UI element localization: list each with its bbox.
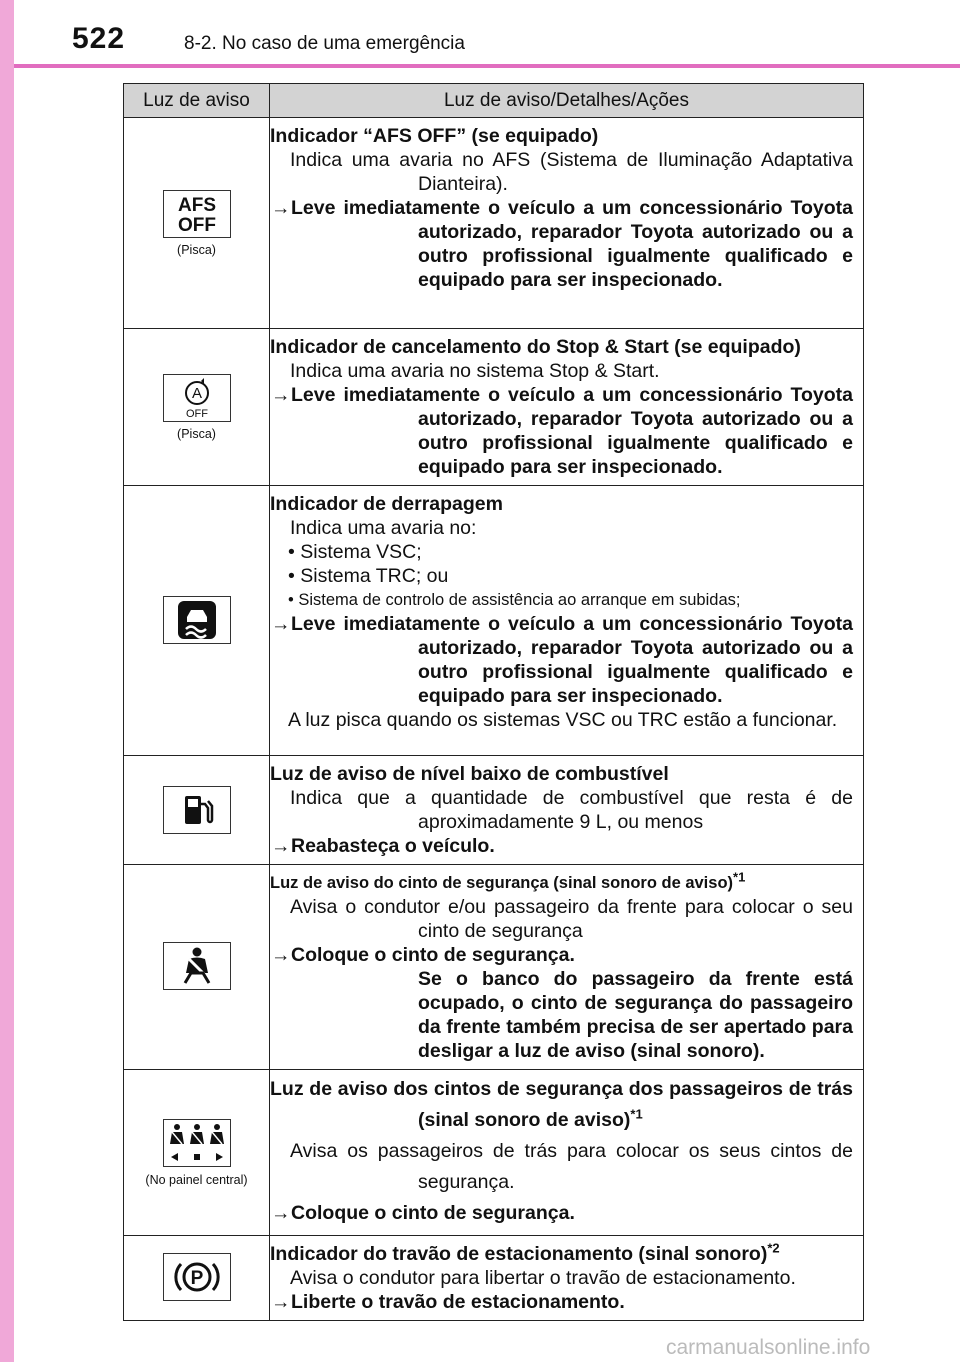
icon-cell <box>124 486 270 756</box>
row-action: →Coloque o cinto de segurança. <box>418 1198 853 1229</box>
col-header-warning-light: Luz de aviso <box>124 84 270 118</box>
table-row <box>124 329 864 486</box>
slip-indicator-icon <box>163 596 231 644</box>
row-description: Indica uma avaria no AFS (Sistema de Iluminação Adaptativa Dianteira). <box>290 149 853 195</box>
parking-brake-icon <box>163 1253 231 1301</box>
details-cell <box>270 756 864 865</box>
row-title: Luz de aviso de nível baixo de combustível <box>270 763 669 785</box>
table-header-row <box>124 84 864 118</box>
svg-text:P: P <box>190 1267 203 1289</box>
row-action-detail: Se o banco do passageiro da frente está ocupado, o cinto de segurança do passageiro da frente também precisa de ser apertado para desligar a luz de aviso (sinal sonoro). <box>418 968 853 1062</box>
icon-cell <box>124 329 270 486</box>
bullet-icon: • <box>288 591 294 609</box>
table-row <box>124 865 864 1070</box>
row-description: Avisa os passageiros de trás para colocar os seus cintos de segurança. <box>290 1140 853 1193</box>
icon-note: (Pisca) <box>177 242 216 257</box>
row-description: Indica que a quantidade de combustível que resta é de aproximadamente 9 L, ou menos <box>290 787 853 833</box>
details-cell <box>270 118 864 329</box>
icon-cell <box>124 1236 270 1321</box>
icon-cell <box>124 1070 270 1236</box>
row-description: Indica uma avaria no sistema Stop & Start. <box>290 360 660 382</box>
table-row <box>124 756 864 865</box>
details-cell <box>270 1236 864 1321</box>
svg-text:A: A <box>191 384 202 402</box>
svg-text:OFF: OFF <box>185 407 208 419</box>
row-action: →Coloque o cinto de segurança. <box>271 944 575 966</box>
row-note: A luz pisca quando os sistemas VSC ou TRC estão a funcionar. <box>288 709 838 731</box>
arrow-icon: → <box>271 1202 291 1224</box>
svg-text:OFF: OFF <box>177 214 216 235</box>
details-cell <box>270 486 864 756</box>
details-cell <box>270 1070 864 1236</box>
row-title: Indicador de cancelamento do Stop & Start (se equipado) <box>270 336 801 358</box>
row-title: Indicador de derrapagem <box>270 493 503 515</box>
side-tab-bar <box>0 0 14 1362</box>
stop-start-off-icon <box>163 374 231 422</box>
header-rule <box>14 64 960 68</box>
arrow-icon: → <box>271 613 291 635</box>
arrow-icon: → <box>271 197 291 219</box>
fuel-pump-icon <box>163 786 231 834</box>
icon-note: (Pisca) <box>177 426 216 441</box>
list-item: • Sistema VSC; <box>288 541 422 563</box>
details-cell <box>270 329 864 486</box>
row-title: Indicador do travão de estacionamento (sinal sonoro)$^{*2}$ <box>270 1240 780 1265</box>
icon-note: (No painel central) <box>145 1172 248 1187</box>
row-title: Indicador “AFS OFF” (se equipado) <box>270 125 599 147</box>
afs-off-icon <box>163 190 231 238</box>
icon-cell <box>124 865 270 1070</box>
row-action: →Reabasteça o veículo. <box>271 835 495 857</box>
col-header-details: Luz de aviso/Detalhes/Ações <box>270 84 864 118</box>
row-action: →Leve imediatamente o veículo a um concessionário Toyota autorizado, reparador Toyota autorizado ou a outro profissional igualmente qualificado e equipado para ser inspecionado. <box>271 197 853 291</box>
svg-text:AFS: AFS <box>177 194 216 216</box>
row-action: →Liberte o travão de estacionamento. <box>271 1291 625 1313</box>
watermark: carmanualsonline.info <box>666 1336 871 1359</box>
row-description: Avisa o condutor para libertar o travão de estacionamento. <box>290 1267 796 1289</box>
row-title: Luz de aviso do cinto de segurança (sinal sonoro de aviso)$^{*1}$ <box>270 869 746 892</box>
row-action: →Leve imediatamente o veículo a um concessionário Toyota autorizado, reparador Toyota autorizado ou a outro profissional igualmente qualificado e equipado para ser inspecionado. <box>271 384 853 478</box>
bullet-icon: • <box>288 541 295 563</box>
arrow-icon: → <box>271 384 291 406</box>
table-row <box>124 1236 864 1321</box>
arrow-icon: → <box>271 835 291 857</box>
seatbelt-icon <box>163 942 231 990</box>
icon-cell <box>124 118 270 329</box>
page-header <box>14 0 960 62</box>
icon-cell <box>124 756 270 865</box>
details-cell <box>270 865 864 1070</box>
arrow-icon: → <box>271 1291 291 1313</box>
row-title: Luz de aviso dos cintos de segurança dos passageiros de trás (sinal sonoro de aviso)$^{*1}$ <box>270 1078 853 1131</box>
warning-lights-table <box>123 83 864 1321</box>
table-row <box>124 486 864 756</box>
arrow-icon: → <box>271 944 291 966</box>
table-row <box>124 118 864 329</box>
page-number: 522 <box>72 22 126 55</box>
table-row <box>124 1070 864 1236</box>
row-action: →Leve imediatamente o veículo a um concessionário Toyota autorizado, reparador Toyota autorizado ou a outro profissional igualmente qualificado e equipado para ser inspecionado. <box>271 613 853 707</box>
section-title: 8-2. No caso de uma emergência <box>184 33 465 54</box>
row-description: Avisa o condutor e/ou passageiro da frente para colocar o seu cinto de segurança <box>290 896 853 942</box>
rear-seatbelt-icon <box>163 1119 231 1167</box>
list-item: • Sistema TRC; ou <box>288 565 449 587</box>
list-item: • Sistema de controlo de assistência ao arranque em subidas; <box>288 591 741 609</box>
row-description: Indica uma avaria no: <box>290 517 477 539</box>
bullet-icon: • <box>288 565 295 587</box>
